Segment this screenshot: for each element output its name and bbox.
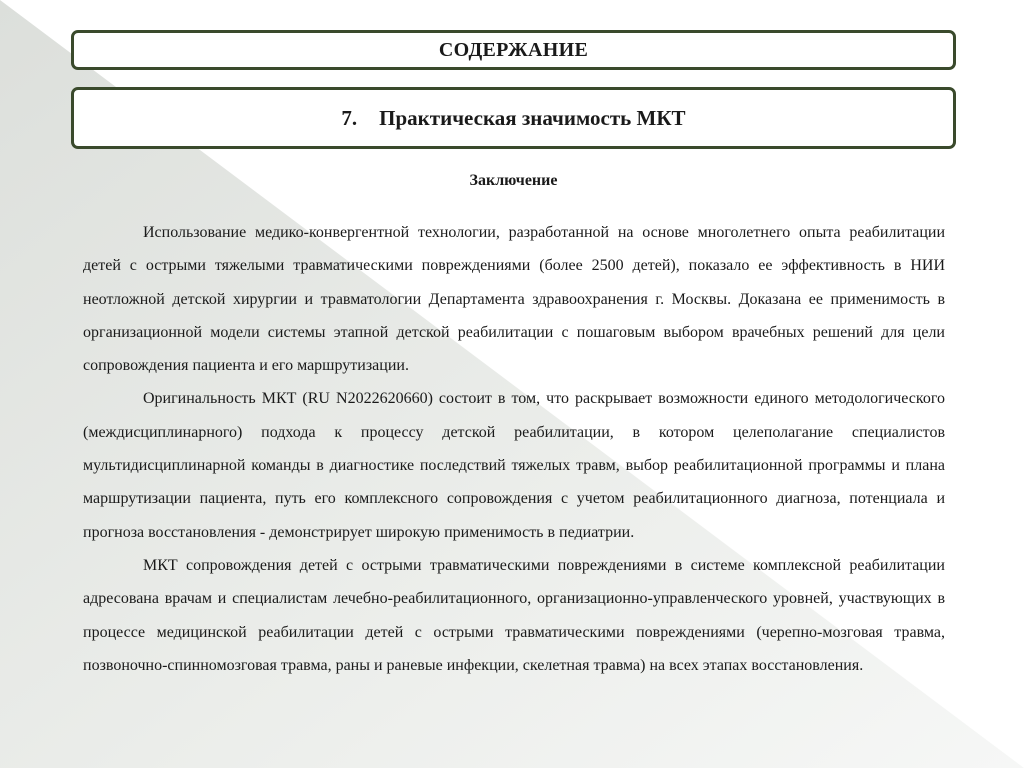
paragraph: МКТ сопровождения детей с острыми травматическими повреждениями в системе комплексной реабилитации адресована врачам и специалистам лечебно-реабилитационного, организационно-управленческого уровней, участвующих в процессе медицинской реабилитации детей с острыми травматическими повреждениями (черепно-мозговая травма, позвоночно-спинномозговая травма, раны и раневые инфекции, скелетная травма) на всех этапах восстановления. [83,556,945,674]
contents-title: СОДЕРЖАНИЕ [438,38,589,61]
conclusion-body [83,216,945,682]
paragraph: Оригинальность МКТ (RU N2022620660) состоит в том, что раскрывает возможности единого методологического (междисциплинарного) подхода к процессу детской реабилитации, в котором целеполагание специалистов мультидисциплинарной команды в диагностике последствий тяжелых травм, выбор реабилитационной программы и плана маршрутизации пациента, путь его комплексного сопровождения с учетом реабилитационного диагноза, потенциала и прогноза восстановления - демонстрирует широкую применимость в педиатрии. [83,390,945,541]
section-title: Практическая значимость МКТ [379,105,686,130]
conclusion-heading: Заключение [469,172,558,189]
section-heading [71,87,956,149]
contents-header [71,30,956,70]
section-number: 7. [341,105,358,130]
paragraph: Использование медико-конвергентной технологии, разработанной на основе многолетнего опыта реабилитации детей с острыми тяжелыми травматическими повреждениями (более 2500 детей), показало ее эффективность в НИИ неотложной детской хирургии и травматологии Департамента здравоохранения г. Москвы. Доказана ее применимость в организационной модели системы этапной детской реабилитации с пошаговым выбором врачебных решений для цели сопровождения пациента и его маршрутизации. [83,224,945,375]
